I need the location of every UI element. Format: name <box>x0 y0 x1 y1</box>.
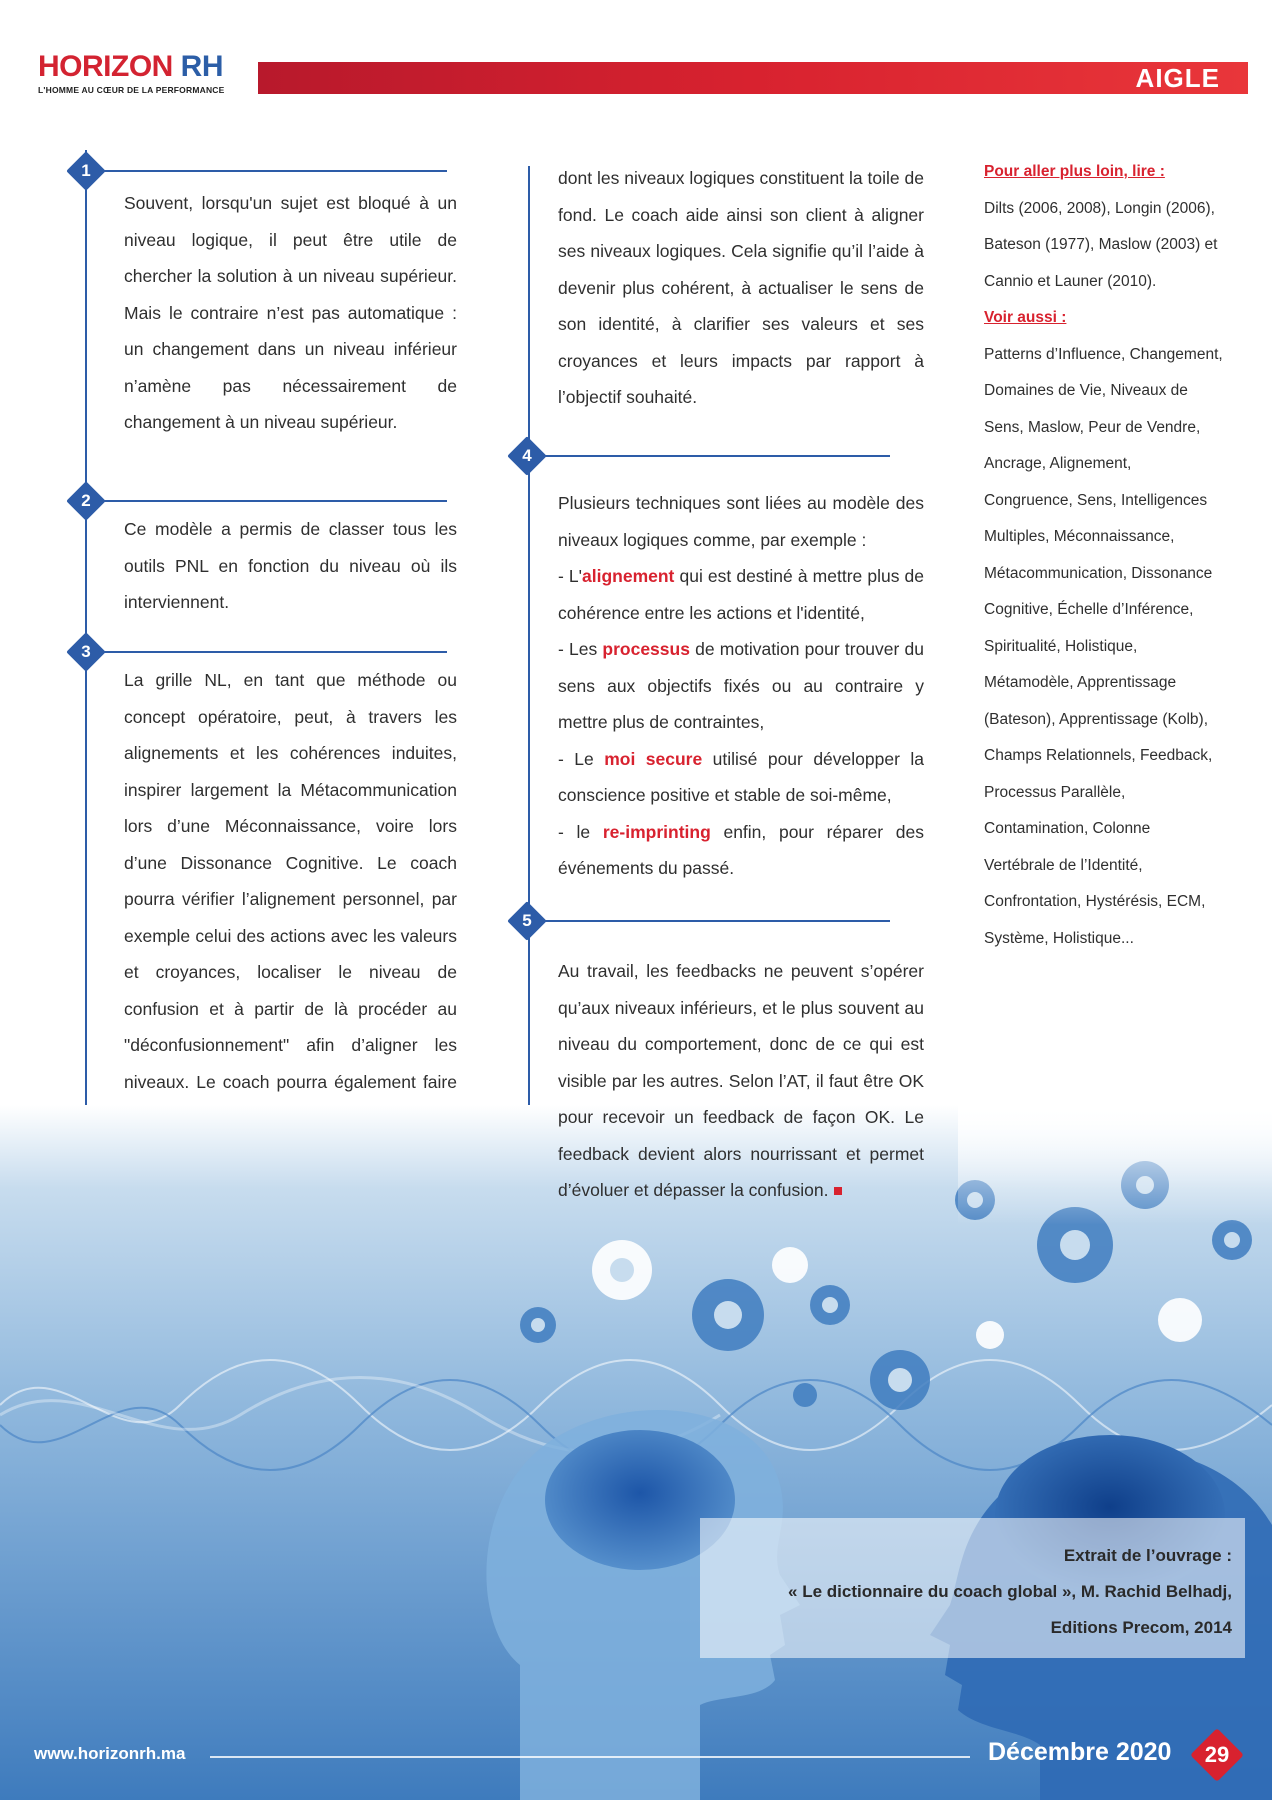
section-title: AIGLE <box>1135 63 1220 93</box>
paragraph-2: Ce modèle a permis de classer tous les outils PNL en fonction du niveau où ils interviennent. <box>124 519 457 612</box>
paragraph-1: Souvent, lorsqu'un sujet est bloqué à un niveau logique, il peut être utile de chercher la solution à un niveau supérieur. Mais le contraire n’est pas automatique : un changement dans un niveau inférieur n’amène pas nécessairement de changement à un niveau supérieur. <box>124 193 457 432</box>
section-number: 3 <box>81 642 91 661</box>
section-marker-4 <box>507 436 547 476</box>
section-marker-5 <box>507 901 547 941</box>
section-marker-3 <box>66 632 106 672</box>
technique-item-3 <box>558 741 924 814</box>
section-divider <box>545 920 890 922</box>
issue-date: Décembre 2020 <box>988 1738 1172 1766</box>
logo-tagline: L'HOMME AU CŒUR DE LA PERFORMANCE <box>38 85 225 95</box>
item-prefix: - Le <box>558 748 605 769</box>
item-rest: de motivation pour trouver du sens aux objectifs fixés ou au contraire y mettre plus de contraintes, <box>558 639 924 732</box>
caption-line-2: « Le dictionnaire du coach global », M. Rachid Belhadj, <box>788 1582 1232 1601</box>
paragraph-3: La grille NL, en tant que méthode ou concept opératoire, peut, à travers les alignements et les cohérences induites, inspirer largement la Métacommunication lors d’une Méconnaissance, voire lors d’une Dissonance Cognitive. Le coach pourra vérifier l’alignement personnel, par exemple celui des actions avec les valeurs et croyances, localiser le niveau de confusion et à partir de là procéder au "déconfusionnement" afin d’aligner les niveaux. Le coach pourra également faire <box>124 670 457 1092</box>
section-divider <box>104 170 447 172</box>
footer-website-link[interactable]: www.horizonrh.ma <box>34 1744 186 1763</box>
see-also-heading: Voir aussi : <box>984 309 1067 326</box>
technique-item-4 <box>558 814 924 887</box>
term-alignement: alignement <box>582 566 675 586</box>
paragraph-5 <box>558 953 924 1209</box>
logo-word-rh: RH <box>180 50 224 83</box>
header-bar <box>258 62 1248 94</box>
section-number: 5 <box>522 911 532 930</box>
page-number: 29 <box>1204 1742 1230 1767</box>
item-prefix: - le <box>558 821 603 842</box>
term-processus: processus <box>602 639 690 659</box>
logo <box>38 52 225 95</box>
paragraph-4-lead: Plusieurs techniques sont liées au modèle des niveaux logiques comme, par exemple : <box>558 493 924 550</box>
item-rest: enfin, pour réparer des événements du passé. <box>558 821 924 878</box>
term-re-imprinting: re-imprinting <box>602 821 711 842</box>
section-marker-1 <box>66 151 106 191</box>
right-column <box>984 154 1224 957</box>
item-prefix: - L' <box>558 566 582 586</box>
paragraph-4 <box>558 485 924 887</box>
section-divider <box>104 500 447 502</box>
term-moi-secure: moi secure <box>604 748 703 769</box>
logo-wordmark <box>38 52 225 82</box>
section-divider <box>545 455 890 457</box>
paragraph-5-text: Au travail, les feedbacks ne peuvent s’opérer qu’aux niveaux inférieurs, et le plus souvent au niveau du comportement, donc de ce qui est visible par les autres. Selon l’AT, il faut être OK pour recevoir un feedback de façon OK. Le feedback devient alors nourrissant et permet d’évoluer et dépasser la confusion. <box>558 961 924 1200</box>
section-number: 2 <box>81 491 91 510</box>
logo-word-horizon: HORIZON <box>38 50 173 83</box>
item-prefix: - Les <box>558 639 603 659</box>
section-divider <box>104 651 447 653</box>
paragraph-continued: dont les niveaux logiques constituent la toile de fond. Le coach aide ainsi son client à aligner ses niveaux logiques. Cela signifie qu’il l’aide à devenir plus cohérent, à actualiser le sens de son identité, à clarifier ses valeurs et ses croyances et leurs impacts par rapport à l’objectif souhaité. <box>558 168 924 407</box>
see-also-text: Patterns d’Influence, Changement, Domaines de Vie, Niveaux de Sens, Maslow, Peur de Vendre, Ancrage, Alignement, Congruence, Sens, Intelligences Multiples, Méconnaissance, Métacommunication, Dissonance Cognitive, Échelle d’Inférence, Spiritualité, Holistique, Métamodèle, Apprentissage (Bateson), Apprentissage (Kolb), Champs Relationnels, Feedback, Processus Parallèle, Contamination, Colonne Vertébrale de l’Identité, Confrontation, Hystérésis, ECM, Système, Holistique... <box>984 345 1223 947</box>
section-number: 4 <box>522 446 532 465</box>
footer-divider <box>210 1756 970 1758</box>
item-rest: qui est destiné à mettre plus de cohérence entre les actions et l'identité, <box>558 566 925 623</box>
technique-item-1 <box>558 558 924 631</box>
section-marker-2 <box>66 481 106 521</box>
technique-item-2 <box>558 631 924 741</box>
page-number-badge <box>1192 1730 1242 1780</box>
item-rest: utilisé pour développer la conscience positive et stable de soi-même, <box>558 748 924 805</box>
section-number: 1 <box>81 161 91 180</box>
end-mark <box>834 1187 842 1195</box>
source-caption <box>672 1538 1232 1646</box>
caption-line-1: Extrait de l’ouvrage : <box>1063 1546 1232 1565</box>
further-reading-heading: Pour aller plus loin, lire : <box>984 163 1165 180</box>
illustration-fade <box>958 1105 1272 1225</box>
caption-line-3: Editions Precom, 2014 <box>1050 1618 1232 1637</box>
further-reading-text: Dilts (2006, 2008), Longin (2006), Bateson (1977), Maslow (2003) et Cannio et Launer (2010). <box>984 199 1218 290</box>
